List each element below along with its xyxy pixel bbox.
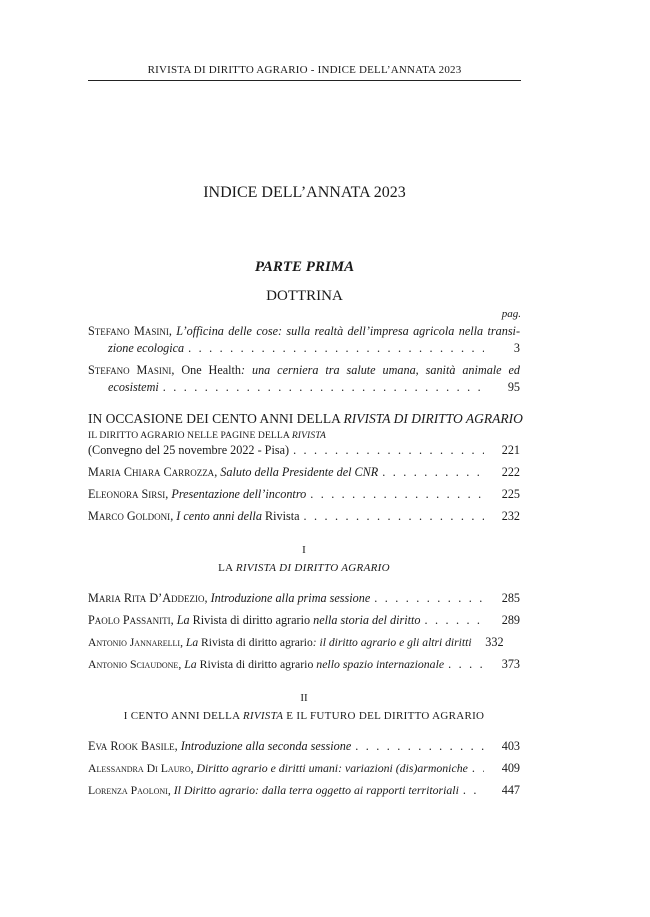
entry-page: 222 [501,465,520,479]
entry-author: Stefano Masini [88,363,172,377]
entry-title: Introduzione alla seconda sessione [180,739,352,753]
entry-author: Eva Rook Basile [88,739,175,753]
page-column-label: pag. [501,308,521,320]
entry-page: 95 [507,380,520,394]
entry-title-roman: Rivista [261,509,300,523]
toc-entry: Stefano Masini, One Health: una cerniera tra salute umana, sanità animale ed ecosistemi . . . 95 [88,362,520,396]
entry-title: Diritto agrario e diritti umani: variazioni (dis)armoniche [196,761,468,775]
entry-author: Marco Goldoni [88,509,171,523]
entry-title: : una cerniera tra salute umana, sanità animale ed [241,363,521,377]
entry-page: 232 [501,509,520,523]
entry-author: Antonio Sciaudone [88,657,179,671]
dot-leader [188,340,484,357]
subsection-title: I CENTO ANNI DELLA RIVISTA E IL FUTURO DEL DIRITTO AGRARIO [123,710,485,722]
entry-author: Maria Chiara Carrozza [88,465,215,479]
dot-leader [163,379,484,396]
toc-entry: Lorenza Paoloni, Il Diritto agrario: dalla terra oggetto ai rapporti territoriali . . . 447 [88,782,520,799]
entry-title: I cento anni della [176,509,262,523]
toc-entry: Antonio Sciaudone, La Rivista di diritto agrario nello spazio internazionale . . . 373 [88,656,520,673]
entry-author: Maria Rita D’Addezio [88,591,205,605]
entry-page: 447 [501,783,520,797]
entry-author: Paolo Passaniti [88,613,171,627]
entry-page: 3 [513,341,520,355]
entry-author: Eleonora Sirsi [88,487,166,501]
entry-author: Alessandra Di Lauro [88,761,191,775]
dot-leader [472,760,484,777]
dot-leader [463,782,484,799]
page-title: INDICE DELL’ANNATA 2023 [203,184,406,201]
entry-page: 373 [501,657,520,671]
entry-page: 221 [501,443,520,457]
toc-entry: Alessandra Di Lauro, Diritto agrario e diritti umani: variazioni (dis)armoniche . . . 409 [88,760,520,777]
entry-title: L’officina delle cose: sulla realtà dell’impresa agricola nella transi- [176,324,521,338]
toc-entry: Maria Chiara Carrozza, Saluto della Presidente del CNR . . . 222 [88,464,520,481]
dot-leader [374,590,484,607]
toc-entry: Maria Rita D’Addezio, Introduzione alla prima sessione . . . 285 [88,590,520,607]
toc-entry: Eva Rook Basile, Introduzione alla seconda sessione . . . 403 [88,738,520,755]
dot-leader [293,442,484,459]
entry-title-cont: ecosistemi [108,380,159,394]
entry-author: Antonio Jannarelli [88,636,181,649]
dot-leader [448,656,484,673]
dot-leader [310,486,484,503]
entry-page: 289 [501,613,520,627]
entry-page: 332 [485,635,504,649]
section-subtitle: IL DIRITTO AGRARIO NELLE PAGINE DELLA RIVISTA [88,430,326,441]
running-head: RIVISTA DI DIRITTO AGRARIO - INDICE DELL’ANNATA 2023 [147,64,462,76]
toc-entry: Antonio Jannarelli, La Rivista di diritto agrario: il diritto agrario e gli altri diritti 332 [88,635,504,649]
toc-entry: Marco Goldoni, I cento anni della Rivista . . . 232 [88,508,520,525]
entry-title-roman: One Health [181,363,242,377]
entry-title: Saluto della Presidente del CNR [220,465,379,479]
subsection-title: LA RIVISTA DI DIRITTO AGRARIO [218,562,390,574]
entry-page: 225 [501,487,520,501]
part-title: PARTE PRIMA [254,259,355,275]
header-rule [88,80,521,81]
dot-leader [382,464,484,481]
entry-page: 409 [501,761,520,775]
part-subtitle: DOTTRINA [266,288,343,304]
entry-page: 403 [501,739,520,753]
entry-title: Presentazione dell’incontro [171,487,307,501]
entry-title: Introduzione alla prima sessione [210,591,371,605]
dot-leader [424,612,484,629]
subsection-numeral: I [302,544,306,556]
toc-entry: Paolo Passaniti, La Rivista di diritto agrario nella storia del diritto . . . 289 [88,612,520,629]
entry-page: 285 [501,591,520,605]
toc-entry: Stefano Masini, L’officina delle cose: sulla realtà dell’impresa agricola nella transi- zione ecologica . . . 3 [88,323,520,357]
toc-entry [88,442,520,459]
entry-title: Il Diritto agrario: dalla terra oggetto ai rapporti territoriali [173,783,459,797]
convegno-label: (Convegno del 25 novembre 2022 - Pisa) [88,443,290,457]
dot-leader [304,508,484,525]
section-title: IN OCCASIONE DEI CENTO ANNI DELLA RIVISTA DI DIRITTO AGRARIO [88,411,523,426]
entry-author: Lorenza Paoloni [88,783,168,797]
subsection-numeral: II [300,692,308,704]
dot-leader [355,738,484,755]
entry-author: Stefano Masini [88,324,169,338]
entry-title-cont: zione ecologica [108,341,185,355]
toc-entry: Eleonora Sirsi, Presentazione dell’incontro . . . 225 [88,486,520,503]
